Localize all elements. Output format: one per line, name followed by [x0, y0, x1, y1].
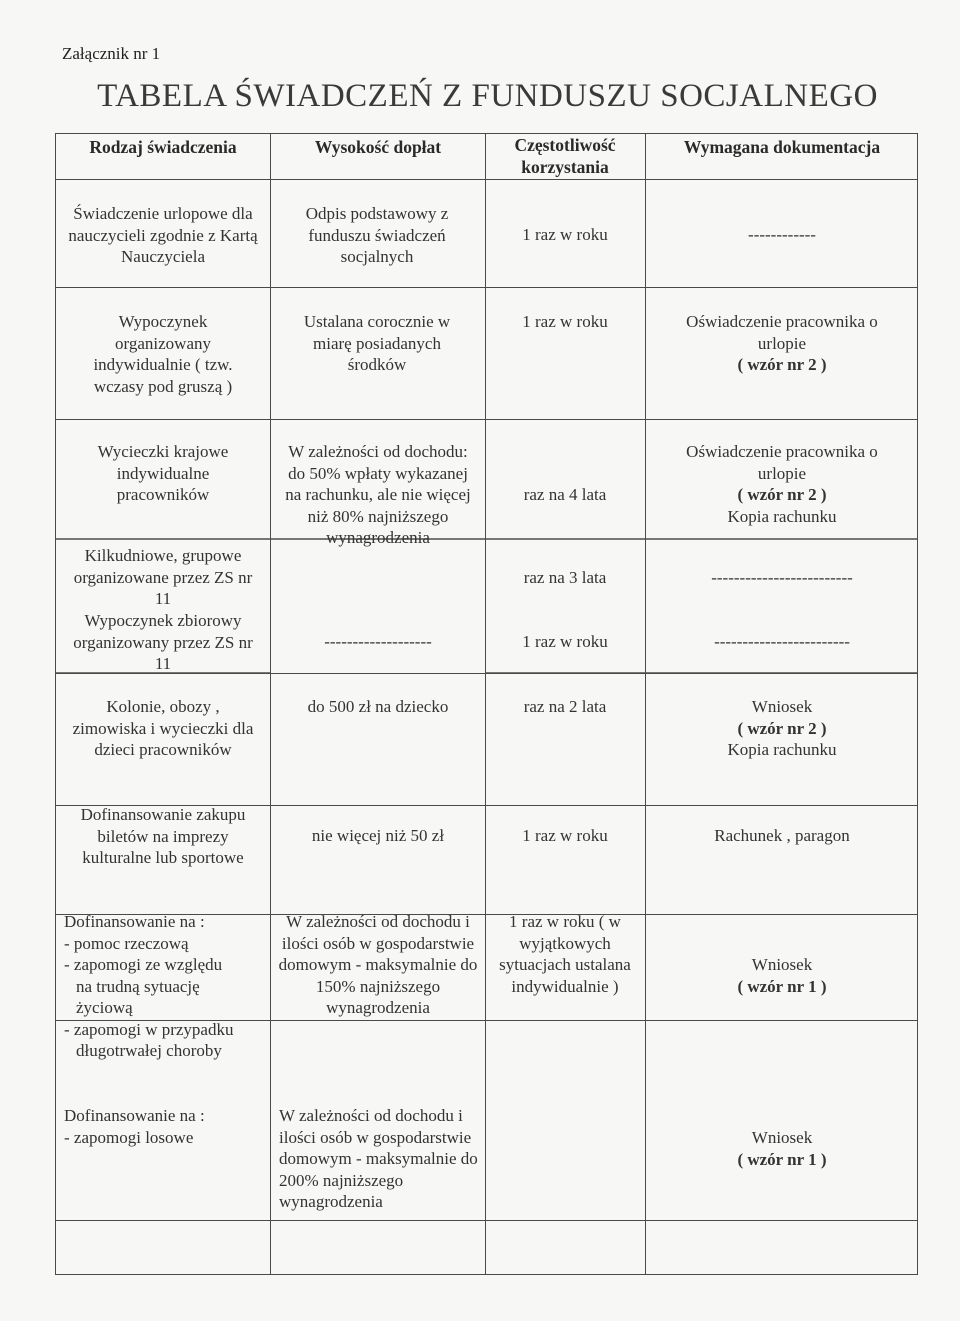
row6-type-line: długotrwałej choroby: [76, 1041, 222, 1060]
row5-amount: nie więcej niż 50 zł: [311, 826, 445, 845]
row3c-amount: -------------------: [324, 632, 432, 651]
row2-amount: Ustalana corocznie w miarę posiadanych środków: [303, 312, 451, 374]
row7-docs-text: Wniosek: [751, 1128, 813, 1147]
row3-docs-text: Oświadczenie pracownika o urlopie: [686, 442, 878, 483]
row6-amount: W zależności od dochodu i ilości osób w gospodarstwie domowym - maksymalnie do 150% najniższego wynagrodzenia: [278, 912, 478, 1017]
row5-frequency: 1 raz w roku: [522, 826, 608, 845]
row2-frequency: 1 raz w roku: [522, 312, 608, 331]
column-divider: [270, 133, 271, 1275]
row3-docs-extra: Kopia rachunku: [727, 506, 837, 526]
row7-docs-ref: ( wzór nr 1 ): [737, 1149, 827, 1169]
row3c-type: Wypoczynek zbiorowy organizowany przez ZS nr 11: [73, 611, 253, 673]
row6-docs: [667, 954, 897, 997]
benefits-table: [55, 133, 918, 1275]
row4-amount: do 500 zł na dziecko: [307, 697, 449, 716]
table-border-right: [917, 133, 918, 1275]
row6-type-line: - zapomogi w przypadku: [64, 1019, 234, 1039]
attachment-label: Załącznik nr 1: [62, 44, 161, 63]
document-title: TABELA ŚWIADCZEŃ Z FUNDUSZU SOCJALNEGO: [97, 78, 878, 114]
row1-docs: ------------: [748, 225, 816, 244]
row7-type-line: Dofinansowanie na :: [64, 1106, 205, 1125]
row3b-docs: -------------------------: [711, 568, 853, 587]
row2-docs-ref: ( wzór nr 2 ): [737, 355, 827, 374]
row5-docs: Rachunek , paragon: [714, 826, 850, 845]
column-divider: [645, 133, 646, 1275]
row4-docs-extra: Kopia rachunku: [727, 740, 837, 759]
row3b-type: Kilkudniowe, grupowe organizowane przez ZS nr 11: [73, 546, 253, 608]
row1-amount: Odpis podstawowy z funduszu świadczeń socjalnych: [305, 204, 449, 266]
row6-frequency: 1 raz w roku ( w wyjątkowych sytuacjach ustalana indywidualnie ): [499, 912, 631, 996]
row4-frequency: raz na 2 lata: [523, 697, 607, 716]
header-type: Rodzaj świadczenia: [89, 137, 237, 157]
row-divider: [55, 419, 918, 420]
row2-docs: [667, 311, 897, 376]
row6-docs-ref: ( wzór nr 1 ): [737, 976, 827, 996]
header-frequency: Częstotliwość korzystania: [514, 135, 616, 177]
header-docs: Wymagana dokumentacja: [683, 137, 881, 157]
row4-docs-text: Wniosek: [751, 697, 813, 716]
row5-type: Dofinansowanie zakupu biletów na imprezy kulturalne lub sportowe: [80, 805, 246, 867]
row7-type-line: - zapomogi losowe: [64, 1127, 194, 1147]
row6-type-line: na trudną sytuację: [76, 976, 200, 996]
row6-type-line: - zapomogi ze względu: [64, 955, 223, 974]
row3-docs: [667, 441, 897, 527]
row-divider: [55, 287, 918, 288]
row3-type: Wycieczki krajowe indywidualne pracowników: [97, 442, 229, 504]
row7-docs: [667, 1127, 897, 1170]
header-amount: Wysokość dopłat: [314, 137, 442, 157]
row4-docs-ref: ( wzór nr 2 ): [737, 718, 827, 738]
table-border-bottom: [55, 1274, 918, 1275]
row3-amount: W zależności od dochodu: do 50% wpłaty wykazanej na rachunku, ale nie więcej niż 80% najniższego wynagrodzenia: [285, 442, 471, 547]
row3b-frequency: raz na 3 lata: [523, 568, 607, 587]
row1-type: Świadczenie urlopowe dla nauczycieli zgodnie z Kartą Nauczyciela: [68, 204, 258, 266]
row6-type: [64, 911, 264, 1062]
row6-type-line: życiową: [76, 998, 133, 1017]
row4-type: Kolonie, obozy , zimowiska i wycieczki dla dzieci pracowników: [72, 697, 254, 759]
row6-docs-text: Wniosek: [751, 955, 813, 974]
row3-docs-ref: ( wzór nr 2 ): [737, 485, 827, 504]
row3-frequency: raz na 4 lata: [523, 485, 607, 504]
row4-docs: [667, 696, 897, 761]
row7-amount: W zależności od dochodu i ilości osób w gospodarstwie domowym - maksymalnie do 200% najniższego wynagrodzenia: [279, 1106, 478, 1211]
table-border-top: [55, 133, 918, 134]
row7-type: [64, 1105, 264, 1148]
table-border-left: [55, 133, 56, 1275]
row6-type-line: - pomoc rzeczową: [64, 933, 189, 953]
row3c-docs: ------------------------: [714, 632, 850, 651]
row2-docs-text: Oświadczenie pracownika o urlopie: [686, 312, 878, 353]
row-divider: [55, 1220, 918, 1221]
row6-type-line: Dofinansowanie na :: [64, 912, 205, 931]
header-divider: [55, 179, 918, 180]
row2-type: Wypoczynek organizowany indywidualnie ( tzw. wczasy pod gruszą ): [93, 312, 233, 396]
row1-frequency: 1 raz w roku: [522, 225, 608, 244]
row-divider: [55, 538, 918, 540]
row3c-frequency: 1 raz w roku: [522, 632, 608, 651]
